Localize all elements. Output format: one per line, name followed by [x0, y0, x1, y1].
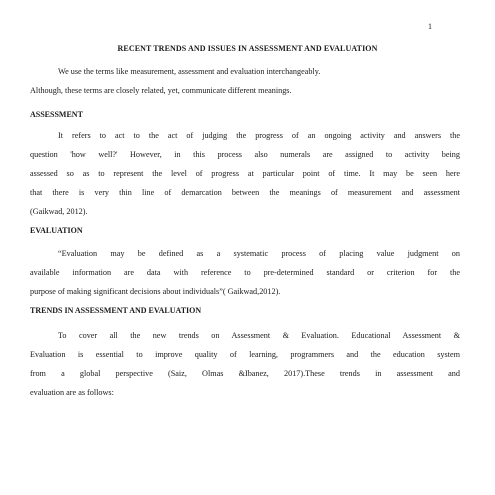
evaluation-line-1: “Evaluation may be defined as a systematic process of placing value judgment on: [58, 249, 460, 258]
trends-line-3: from a global perspective (Saiz, Olmas &Ibanez, 2017).These trends in assessment and: [30, 369, 460, 378]
trends-line-4: evaluation are as follows:: [30, 388, 114, 397]
evaluation-paragraph: [30, 244, 460, 301]
section-assessment: [30, 110, 460, 119]
assessment-line-2: question 'how well?' However, in this process also numerals are assigned to activity being: [30, 150, 460, 159]
assessment-line-4: that there is very thin line of demarcation between the meanings of measurement and assessment: [30, 188, 460, 197]
evaluation-line-2: available information are data with reference to pre-determined standard or criterion for the: [30, 268, 460, 277]
assessment-paragraph: [30, 126, 460, 221]
section-heading-evaluation: EVALUATION: [30, 226, 83, 235]
section-evaluation: [30, 226, 460, 235]
section-heading-trends: TRENDS IN ASSESSMENT AND EVALUATION: [30, 306, 202, 315]
assessment-line-5: (Gaikwad, 2012).: [30, 207, 88, 216]
document-title: RECENT TRENDS AND ISSUES IN ASSESSMENT AND EVALUATION: [117, 44, 378, 53]
intro-line-2: Although, these terms are closely related, yet, communicate different meanings.: [30, 86, 292, 95]
trends-line-1: To cover all the new trends on Assessment & Evaluation. Educational Assessment &: [58, 331, 460, 340]
trends-line-2: Evaluation is essential to improve quality of learning, programmers and the education system: [30, 350, 460, 359]
page-number: 1: [428, 22, 432, 31]
assessment-line-1: It refers to act to the act of judging the progress of an ongoing activity and answers the: [58, 131, 460, 140]
intro-line-1: We use the terms like measurement, assessment and evaluation interchangeably.: [58, 67, 321, 76]
section-heading-assessment: ASSESSMENT: [30, 110, 83, 119]
intro-paragraph: [30, 62, 460, 100]
trends-paragraph: [30, 326, 460, 402]
section-trends: [30, 306, 460, 315]
evaluation-line-3: purpose of making significant decisions about individuals”( Gaikwad,2012).: [30, 287, 281, 296]
assessment-line-3: assessed so as to represent the level of progress at particular point of time. It may be seen here: [30, 169, 460, 178]
